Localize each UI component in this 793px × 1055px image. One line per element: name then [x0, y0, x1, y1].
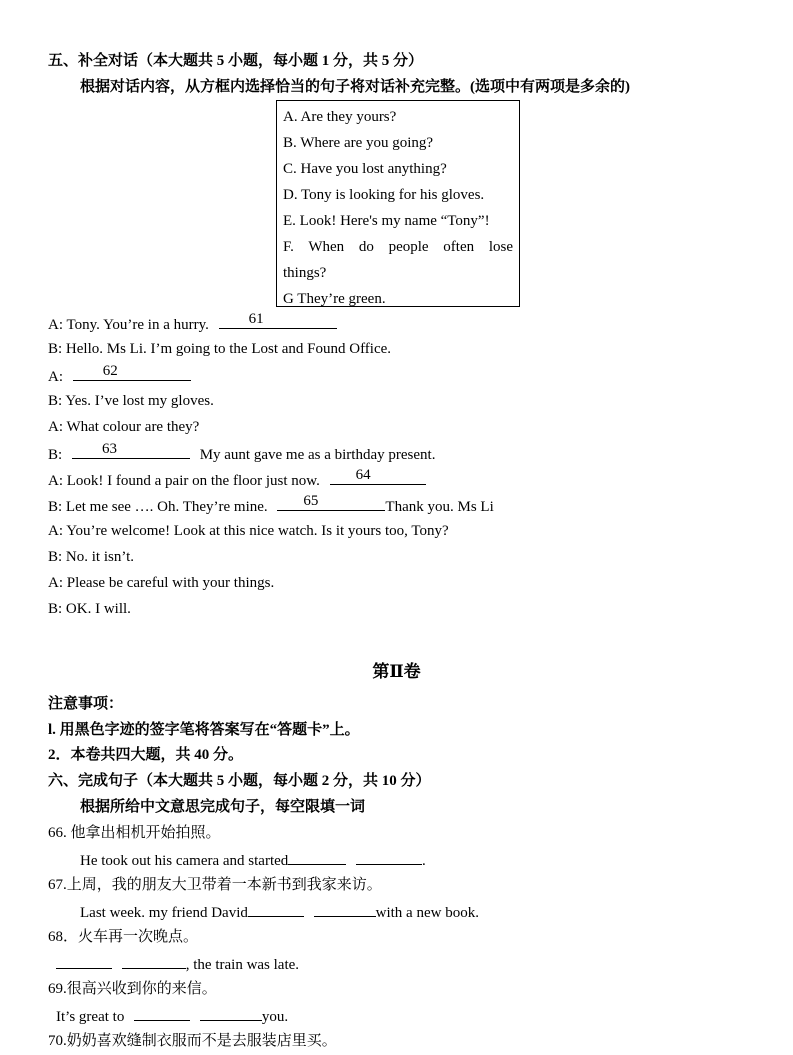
notes-heading: 注意事项： — [48, 696, 124, 712]
option-e: E. Look! Here's my name “Tony”! — [283, 213, 490, 229]
dialogue-line: A: What colour are they? — [48, 419, 200, 435]
dialogue-line: B: Yes. I’ve lost my gloves. — [48, 393, 214, 409]
blank-62[interactable] — [73, 365, 191, 381]
option-d: D. Tony is looking for his gloves. — [283, 187, 485, 203]
part2-title: 第Ⅱ卷 — [372, 662, 421, 681]
note-2: 2．本卷共四大题，共 40 分。 — [48, 747, 244, 763]
blank-63[interactable] — [72, 443, 190, 459]
dialogue-line — [48, 365, 191, 387]
dialogue-line — [48, 313, 337, 335]
options-box — [276, 100, 520, 307]
question-68-english — [56, 953, 299, 975]
dialogue-text: A: Look! I found a pair on the floor just now. — [48, 473, 320, 489]
option-a: A. Are they yours? — [283, 109, 397, 125]
blank-66-1[interactable] — [288, 849, 346, 865]
blank-66-2[interactable] — [356, 849, 422, 865]
blank-67-1[interactable] — [248, 901, 304, 917]
dialogue-text: B: Let me see …. Oh. They’re mine. — [48, 499, 268, 515]
question-70-chinese: 70.奶奶喜欢缝制衣服而不是去服装店里买。 — [48, 1033, 337, 1049]
question-68-chinese: 68．火车再一次晚点。 — [48, 929, 199, 945]
question-67-chinese: 67.上周，我的朋友大卫带着一本新书到我家来访。 — [48, 877, 382, 893]
option-f-line2: things? — [283, 265, 327, 281]
dialogue-text: Thank you. Ms Li — [385, 499, 494, 515]
dialogue-text: My aunt gave me as a birthday present. — [199, 447, 436, 463]
option-f-line1: F. When do people often lose — [283, 239, 513, 255]
blank-68-1[interactable] — [56, 953, 112, 969]
blank-number: 61 — [248, 311, 264, 327]
question-69-chinese: 69.很高兴收到你的来信。 — [48, 981, 217, 997]
blank-65[interactable] — [277, 495, 385, 511]
blank-number: 62 — [102, 363, 118, 379]
sentence-text: with a new book. — [375, 905, 479, 921]
question-67-english — [80, 901, 479, 923]
dialogue-text: B: — [48, 447, 63, 463]
blank-64[interactable] — [330, 469, 426, 485]
option-c: C. Have you lost anything? — [283, 161, 447, 177]
section6-instruction: 根据所给中文意思完成句子，每空限填一词 — [80, 799, 366, 815]
question-69-english — [56, 1005, 288, 1027]
blank-number: 64 — [355, 467, 371, 483]
dialogue-line: B: No. it isn’t. — [48, 549, 134, 565]
blank-69-1[interactable] — [134, 1005, 190, 1021]
sentence-text: , the train was late. — [185, 957, 300, 973]
dialogue-line: A: You’re welcome! Look at this nice watch. Is it yours too, Tony? — [48, 523, 449, 539]
note-1: l. 用黑色字迹的签字笔将答案写在“答题卡”上。 — [48, 722, 360, 738]
dialogue-text: A: — [48, 369, 63, 385]
dialogue-line: B: OK. I will. — [48, 601, 131, 617]
sentence-text: . — [422, 853, 426, 869]
section5-heading: 五、补全对话（本大题共 5 小题，每小题 1 分，共 5 分） — [48, 53, 424, 69]
sentence-text: Last week. my friend David — [80, 905, 248, 921]
blank-number: 65 — [303, 493, 319, 509]
option-g: G They’re green. — [283, 291, 386, 307]
blank-67-2[interactable] — [314, 901, 376, 917]
dialogue-text: A: Tony. You’re in a hurry. — [48, 317, 209, 333]
sentence-text: you. — [261, 1009, 289, 1025]
sentence-text: He took out his camera and started — [80, 853, 289, 869]
blank-68-2[interactable] — [122, 953, 186, 969]
dialogue-line — [48, 469, 426, 491]
dialogue-line: A: Please be careful with your things. — [48, 575, 275, 591]
dialogue-line — [48, 495, 494, 517]
blank-61[interactable] — [219, 313, 337, 329]
dialogue-line: B: Hello. Ms Li. I’m going to the Lost and Found Office. — [48, 341, 392, 357]
dialogue-line — [48, 443, 435, 465]
option-b: B. Where are you going? — [283, 135, 434, 151]
section6-heading: 六、完成句子（本大题共 5 小题，每小题 2 分，共 10 分） — [48, 773, 431, 789]
question-66-chinese: 66. 他拿出相机开始拍照。 — [48, 825, 221, 841]
blank-69-2[interactable] — [200, 1005, 262, 1021]
blank-number: 63 — [101, 441, 117, 457]
section5-instruction: 根据对话内容，从方框内选择恰当的句子将对话补充完整。(选项中有两项是多余的) — [80, 79, 630, 95]
question-66-english — [80, 849, 426, 871]
sentence-text: It’s great to — [56, 1009, 125, 1025]
